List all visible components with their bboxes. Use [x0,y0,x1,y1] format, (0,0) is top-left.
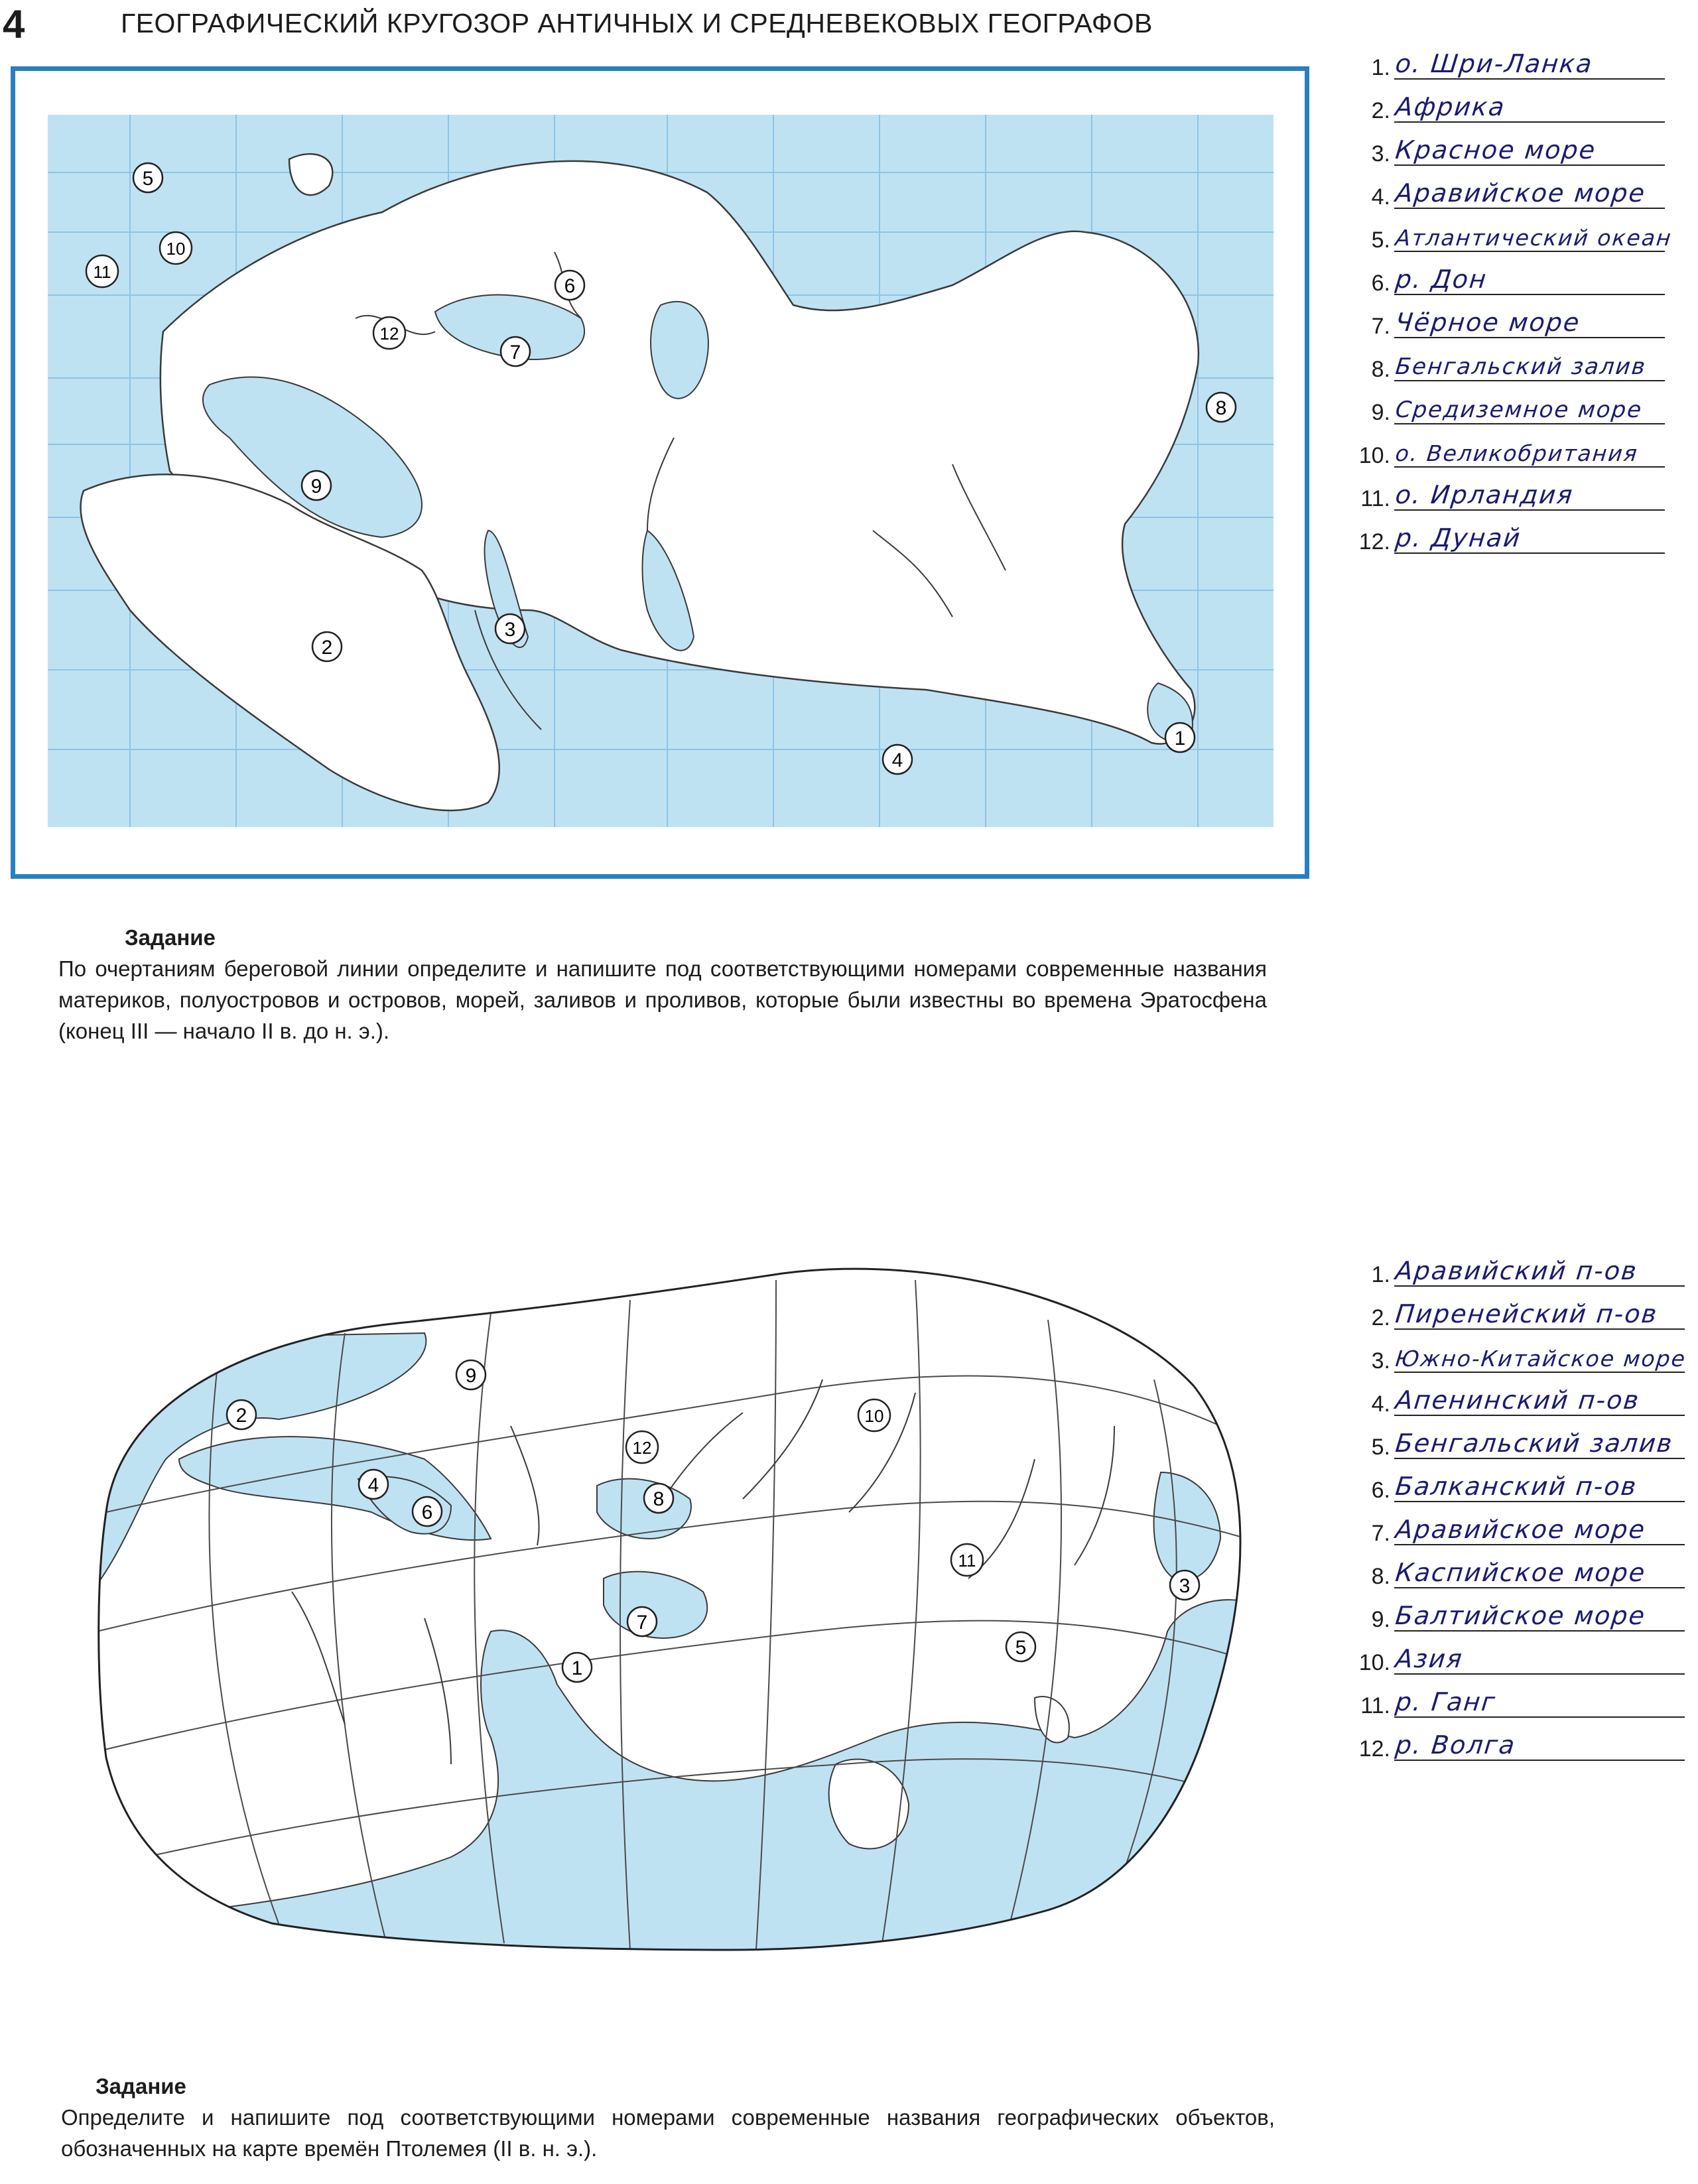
answer-number: 5. [1371,1435,1390,1460]
map1-marker-12 [373,317,405,349]
map2-marker-5 [1006,1632,1035,1661]
svg-text:12: 12 [379,324,399,344]
map2-answer-row [1327,1721,1685,1764]
answer-field[interactable]: Аравийское море [1394,1515,1648,1544]
answer-field[interactable]: Красное море [1394,135,1598,164]
map1-answer-row [1327,342,1665,384]
svg-text:11: 11 [93,262,111,282]
task-1-heading: Задание [125,925,216,950]
svg-text:2: 2 [235,1405,247,1427]
svg-text:1: 1 [571,1657,583,1679]
map2-marker-8 [644,1484,673,1513]
svg-text:6: 6 [564,275,576,297]
map1-marker-3 [495,614,525,643]
answer-number: 1. [1371,55,1390,80]
answer-line [1394,1544,1685,1545]
task-2 [61,2071,1275,2164]
answer-field[interactable]: Южно-Китайское море [1394,1346,1688,1372]
map2-marker-12 [626,1431,658,1463]
page-number: 4 [3,2,25,46]
map2-answers [1327,1247,1688,1791]
svg-text:1: 1 [1174,728,1186,749]
page-title: ГЕОГРАФИЧЕСКИЙ КРУГОЗОР АНТИЧНЫХ И СРЕДНЕВЕКОВЫХ ГЕОГРАФОВ [121,8,1153,38]
map2-marker-6 [413,1497,442,1526]
answer-number: 4. [1371,1391,1390,1417]
answer-number: 11. [1360,486,1390,511]
answer-number: 11. [1360,1693,1390,1718]
map2-answer-row [1327,1376,1685,1419]
svg-text:10: 10 [166,239,186,259]
map1-answer-row [1327,126,1665,168]
map1-answer-row [1327,169,1665,212]
answer-line [1394,1587,1685,1588]
map1-marker-10 [160,232,192,264]
answer-number: 2. [1371,1305,1390,1330]
answer-field[interactable]: Средиземное море [1394,397,1644,423]
ptolemy-map [80,1260,1260,1976]
answer-field[interactable]: Пиренейский п-ов [1394,1299,1660,1328]
map2-answer-row [1327,1592,1685,1634]
map1-answer-row [1327,514,1665,556]
map2-answer-row [1327,1678,1685,1720]
answer-number: 1. [1371,1262,1390,1287]
answer-line [1394,509,1665,511]
map1-answer-row [1327,471,1665,513]
answer-field[interactable]: р. Ганг [1394,1687,1498,1716]
answer-line [1394,1760,1685,1761]
map1-answer-row [1327,428,1665,470]
map1-answer-row [1327,212,1673,255]
svg-text:5: 5 [142,168,154,190]
answer-field[interactable]: р. Волга [1394,1730,1518,1760]
map1-answer-row [1327,40,1665,82]
eratosthenes-map [11,66,1309,879]
answer-field[interactable]: Аравийское море [1394,178,1648,208]
svg-text:9: 9 [465,1365,477,1387]
answer-line [1394,1328,1685,1330]
svg-text:3: 3 [504,619,516,641]
svg-text:7: 7 [509,342,521,363]
answer-field[interactable]: Апенинский п-ов [1394,1385,1642,1415]
answer-number: 7. [1371,314,1390,339]
answer-line [1394,1501,1685,1502]
map1-marker-2 [312,632,342,661]
answer-line [1394,1415,1685,1416]
svg-text:8: 8 [653,1488,665,1510]
answer-number: 5. [1371,227,1390,253]
answer-number: 2. [1371,98,1390,123]
answer-number: 8. [1371,357,1390,382]
answer-field[interactable]: Атлантический океан [1394,225,1673,251]
svg-text:8: 8 [1215,397,1227,419]
map2-marker-4 [359,1470,388,1499]
answer-line [1394,1716,1685,1718]
answer-field[interactable]: Азия [1394,1644,1465,1673]
answer-field[interactable]: о. Шри-Ланка [1394,49,1595,78]
map2-answer-row [1327,1506,1685,1548]
answer-number: 10. [1358,1650,1390,1675]
task-1 [58,922,1267,1047]
svg-text:9: 9 [310,476,322,497]
answer-field[interactable]: Балканский п-ов [1394,1472,1639,1501]
map2-marker-10 [858,1399,890,1431]
answer-field[interactable]: Аравийский п-ов [1394,1256,1640,1285]
answer-number: 9. [1371,1607,1390,1632]
map1-marker-8 [1207,393,1236,422]
answer-line [1394,78,1665,80]
answer-number: 7. [1371,1521,1390,1546]
map1-answer-row [1327,255,1665,298]
map1-marker-5 [133,163,163,192]
answer-field[interactable]: Каспийское море [1394,1558,1648,1587]
answer-line [1394,164,1665,166]
answer-field[interactable]: Бенгальский залив [1394,1429,1675,1458]
map1-marker-11 [86,255,118,287]
map1-answer-row [1327,385,1665,427]
answer-line [1394,337,1665,338]
answer-number: 6. [1371,1478,1390,1503]
map2-marker-1 [562,1653,592,1682]
answer-number: 9. [1371,400,1390,425]
svg-text:5: 5 [1015,1637,1027,1659]
task-1-text: По очертаниям береговой линии определите и напишите под соответствующими номерами современные названия материков, полуостровов и островов, морей, заливов и проливов, которые были известны во времена Эратосфена (конец III — начало II в. до н. э.). [58,956,1267,1043]
map2-answer-row [1327,1419,1685,1462]
map1-answer-row [1327,83,1665,125]
answer-line [1394,121,1665,123]
map2-answer-row [1327,1333,1688,1376]
answer-line [1394,208,1665,209]
svg-text:7: 7 [636,1612,648,1634]
map1-marker-4 [883,745,912,774]
answer-number: 12. [1358,529,1390,554]
answer-field[interactable]: р. Дунай [1394,523,1523,552]
answer-number: 6. [1371,271,1390,296]
task-2-text: Определите и напишите под соответствующими номерами современные названия географических объектов, обозначенных на карте времён Птолемея (II в. н. э.). [61,2105,1275,2161]
answer-line [1394,1630,1685,1632]
answer-field[interactable]: Африка [1394,92,1507,121]
svg-text:3: 3 [1179,1575,1191,1597]
answer-field[interactable]: о. Великобритания [1394,440,1640,466]
svg-text:2: 2 [321,637,333,659]
map1-marker-1 [1165,723,1195,752]
answer-line [1394,380,1665,381]
answer-field[interactable]: Балтийское море [1394,1601,1648,1630]
svg-text:4: 4 [367,1474,379,1496]
answer-number: 4. [1371,184,1390,210]
map1-answers [1327,40,1673,584]
map2-marker-7 [627,1607,657,1636]
answer-line [1394,1458,1685,1459]
map2-marker-11 [951,1544,983,1576]
answer-line [1394,423,1665,424]
answer-line [1394,294,1665,295]
answer-number: 3. [1371,141,1390,166]
answer-number: 3. [1371,1348,1390,1374]
answer-number: 12. [1358,1736,1390,1762]
svg-text:6: 6 [421,1502,433,1523]
map1-marker-7 [501,337,530,366]
task-2-heading: Задание [96,2074,186,2098]
map2-marker-2 [227,1400,256,1429]
svg-text:11: 11 [958,1551,976,1571]
answer-field[interactable]: Бенгальский залив [1394,353,1648,380]
answer-line [1394,1285,1685,1287]
map1-answer-row [1327,298,1665,341]
map1-marker-6 [555,271,584,300]
svg-text:12: 12 [632,1438,652,1458]
answer-line [1394,251,1665,252]
map2-answer-row [1327,1290,1685,1332]
answer-field[interactable]: о. Ирландия [1394,480,1575,509]
map2-answer-row [1327,1462,1685,1505]
answer-line [1394,552,1665,554]
map2-answer-row [1327,1247,1685,1289]
map1-marker-9 [302,471,331,500]
map2-answer-row [1327,1549,1685,1591]
answer-field[interactable]: р. Дон [1394,265,1489,294]
map2-marker-3 [1170,1571,1199,1600]
answer-line [1394,466,1665,468]
svg-text:4: 4 [891,749,903,771]
answer-line [1394,1372,1685,1373]
answer-number: 8. [1371,1564,1390,1589]
answer-number: 10. [1358,443,1390,468]
answer-field[interactable]: Чёрное море [1394,308,1582,337]
answer-line [1394,1673,1685,1675]
svg-text:10: 10 [864,1406,884,1426]
map2-marker-9 [456,1360,486,1389]
map2-answer-row [1327,1635,1685,1677]
